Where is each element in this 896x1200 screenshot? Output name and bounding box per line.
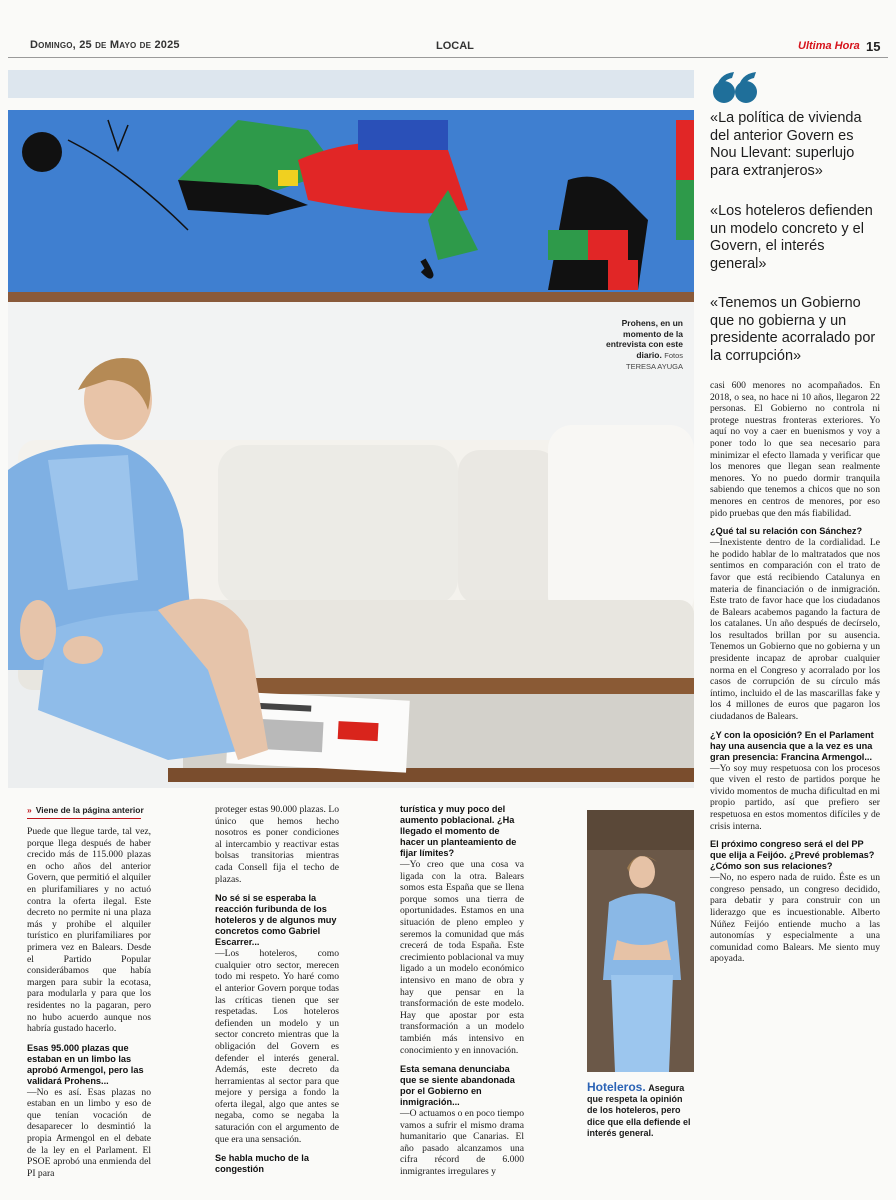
interview-question: Se habla mucho de la congestión — [215, 1153, 309, 1175]
header-date: Domingo, 25 de Mayo de 2025 — [30, 39, 180, 51]
interview-answer: —Los hoteleros, como cualquier otro sector, merecen todo mi respeto. Yo haré como el anterior Govern porque todas las críticas tienen que ser respetadas. Los hoteleros defienden un modelo y un sector concreto mientras que la obligación del Govern es defender el interés general. Además, este decreto da herramientas al sector para que mejore y persiga a fondo la oferta ilegal, algo que antes se negaba, como se negaba la saturación con el argumento de que era una sensación. — [215, 948, 339, 1145]
interview-answer: —Inexistente dentro de la cordialidad. Le he podido hablar de lo maltratados que nos sentimos en comparación con el trato de favor que está recibiendo Catalunya en materia de financiación o de inmigración. Este trato de favor hace que los ciudadanos de Balears acabemos pagando la factura de los catalanes. Un año después de decírselo, los resultados brillan por su ausencia. Tenemos un Gobierno que no gobierna y un presidente incapaz de aprobar cualquier norma en el Congreso y acorralado por los casos de corrupción de su círculo más íntimo, incluido el de las mascarillas fake y los 4 millones de euros que pagaron los ciudadanos de Balears. — [710, 537, 880, 723]
quote-mark-icon — [712, 70, 758, 106]
interview-question: No sé si se esperaba la reacción furibunda de los hoteleros y de algunos muy concretos como Gabriel Escarrer... — [215, 893, 337, 948]
body-paragraph: casi 600 menores no acompañados. En 2018, o sea, no hace ni 10 años, llegaron 22 personas. El Gobierno no controla ni protege nuestras fronteras exteriores. Yo aquí no voy a caer en buenismos y voy a poner todo lo que sea necesario para minimizar el efecto llamada y verificar que los menores que llegan sean realmente menores. Yo no puedo dormir tranquila sabiendo que tenemos a chicos que no son menores en centros de menores, por eso pido pruebas que den más fiabilidad. — [710, 380, 880, 519]
caption-text: Asegura que respeta la opinión de los hoteleros, pero dice que ella defiende el interés general. — [587, 1083, 691, 1138]
interview-answer: —Yo soy muy respetuosa con los procesos que viven el resto de partidos porque he vivido momentos de mucha dificultad en mi propio partido, así que prefiero ser respetuosa en estos momentos difíciles y de crisis interna. — [710, 762, 880, 832]
text-column-2 — [215, 804, 339, 1175]
standing-portrait-illustration — [587, 810, 694, 1072]
top-color-band — [8, 70, 694, 98]
continued-from-label — [27, 805, 144, 815]
right-text-column — [710, 380, 880, 972]
header-divider — [8, 57, 888, 58]
continued-divider — [27, 818, 141, 819]
interview-question: ¿Y con la oposición? En el Parlament hay una ausencia que a la vez es una gran presencia: Francina Armengol... — [710, 729, 874, 762]
caption-label: Hoteleros. — [587, 1080, 646, 1094]
photo-credit-label: Fotos — [664, 350, 683, 360]
main-photo — [8, 110, 694, 788]
double-chevron-icon: » — [27, 805, 32, 815]
text-column-3 — [400, 804, 524, 1186]
interview-scene-illustration — [8, 110, 694, 788]
secondary-photo-caption — [587, 1082, 695, 1139]
secondary-photo — [587, 810, 694, 1072]
interview-answer: —O actuamos o en poco tiempo vamos a sufrir el mismo drama humanitario que Canarias. El año pasado alcanzamos una cifra récord de 6.000 inmigrantes irregulares y — [400, 1108, 524, 1178]
photo-caption-text: Prohens, en un momento de la entrevista con este diario. — [605, 318, 683, 360]
photo-caption — [593, 318, 683, 373]
photo-credit-name: TERESA AYUGA — [626, 362, 683, 371]
interview-question: Esta semana denunciaba que se siente abandonada por el Gobierno en inmigración... — [400, 1064, 515, 1108]
text-column-1 — [27, 826, 151, 1187]
interview-question: Esas 95.000 plazas que estaban en un limbo las aprobó Armengol, pero las validará Prohens... — [27, 1042, 144, 1086]
header-section: LOCAL — [436, 40, 474, 52]
interview-answer: —No es así. Esas plazas no estaban en un limbo y eso de que tenían vocación de desaparecer lo desmintió la propia Armengol en el debate de la ley en el Parlament. El PSOE aprobó una enmienda del PI para — [27, 1086, 151, 1179]
header-brand-logo: Ultima Hora — [798, 40, 860, 52]
body-paragraph: Puede que llegue tarde, tal vez, porque llega después de haber crecido más de 115.000 plazas en ocho años del anterior Govern, que permitió el alquiler en plurifamiliares y no actuó contra la oferta ilegal. Este decreto no permite ni una plaza más y prohíbe el alquiler turístico en plurifamiliares por primera vez en Balears. Desde el Partido Popular considerábamos que había margen para subir la ecotasa, para modularla y para que los residentes no la pagaran, pero no hubo acuerdo aunque nos habría gustado hacerlo. — [27, 826, 151, 1035]
continued-from-text: Viene de la página anterior — [35, 805, 144, 815]
interview-question: El próximo congreso será el del PP que elija a Feijóo. ¿Prevé problemas? ¿Cómo son sus relaciones? — [710, 839, 875, 872]
interview-answer: —No, no espero nada de ruido. Éste es un congreso pensado, un congreso decidido, para debatir y para construir con un liderazgo que es incuestionable. Alberto Núñez Feijóo entiende mucho a las autonomías y especialmente a una comunidad como Balears. Me siento muy apoyada. — [710, 872, 880, 965]
pull-quote-1: «La política de vivienda del anterior Govern es Nou Llevant: superlujo para extranjeros» — [710, 110, 862, 179]
interview-answer: —Yo creo que una cosa va ligada con la otra. Balears somos esta España que se llena porque somos una tierra de oportunidades. Estamos en una situación de pleno empleo y seremos la comunidad que más crecerá de toda España. Este crecimiento poblacional va muy ligado a un modelo económico intensivo en mano de obra y hay que pensar en la transformación de este modelo. Hay que apostar por esta transformación a un modelo también más intensivo en conocimiento y en innovación. — [400, 859, 524, 1056]
page-number: 15 — [866, 39, 881, 54]
pull-quote-2: «Los hoteleros defienden un modelo concreto y el Govern, el interés general» — [710, 203, 873, 272]
interview-question: ¿Qué tal su relación con Sánchez? — [710, 526, 863, 537]
body-paragraph: proteger estas 90.000 plazas. Lo único que hemos hecho nosotros es poner condiciones al intercambio y reactivar estas bolsas transitorias mientras cada Consell fija el techo de plazas. — [215, 804, 339, 885]
interview-question: turística y muy poco del aumento poblacional. ¿Ha llegado el momento de hacer un planteamiento de fijar límites? — [400, 804, 517, 858]
pull-quote-3: «Tenemos un Gobierno que no gobierna y un presidente acorralado por la corrupción» — [710, 295, 876, 364]
